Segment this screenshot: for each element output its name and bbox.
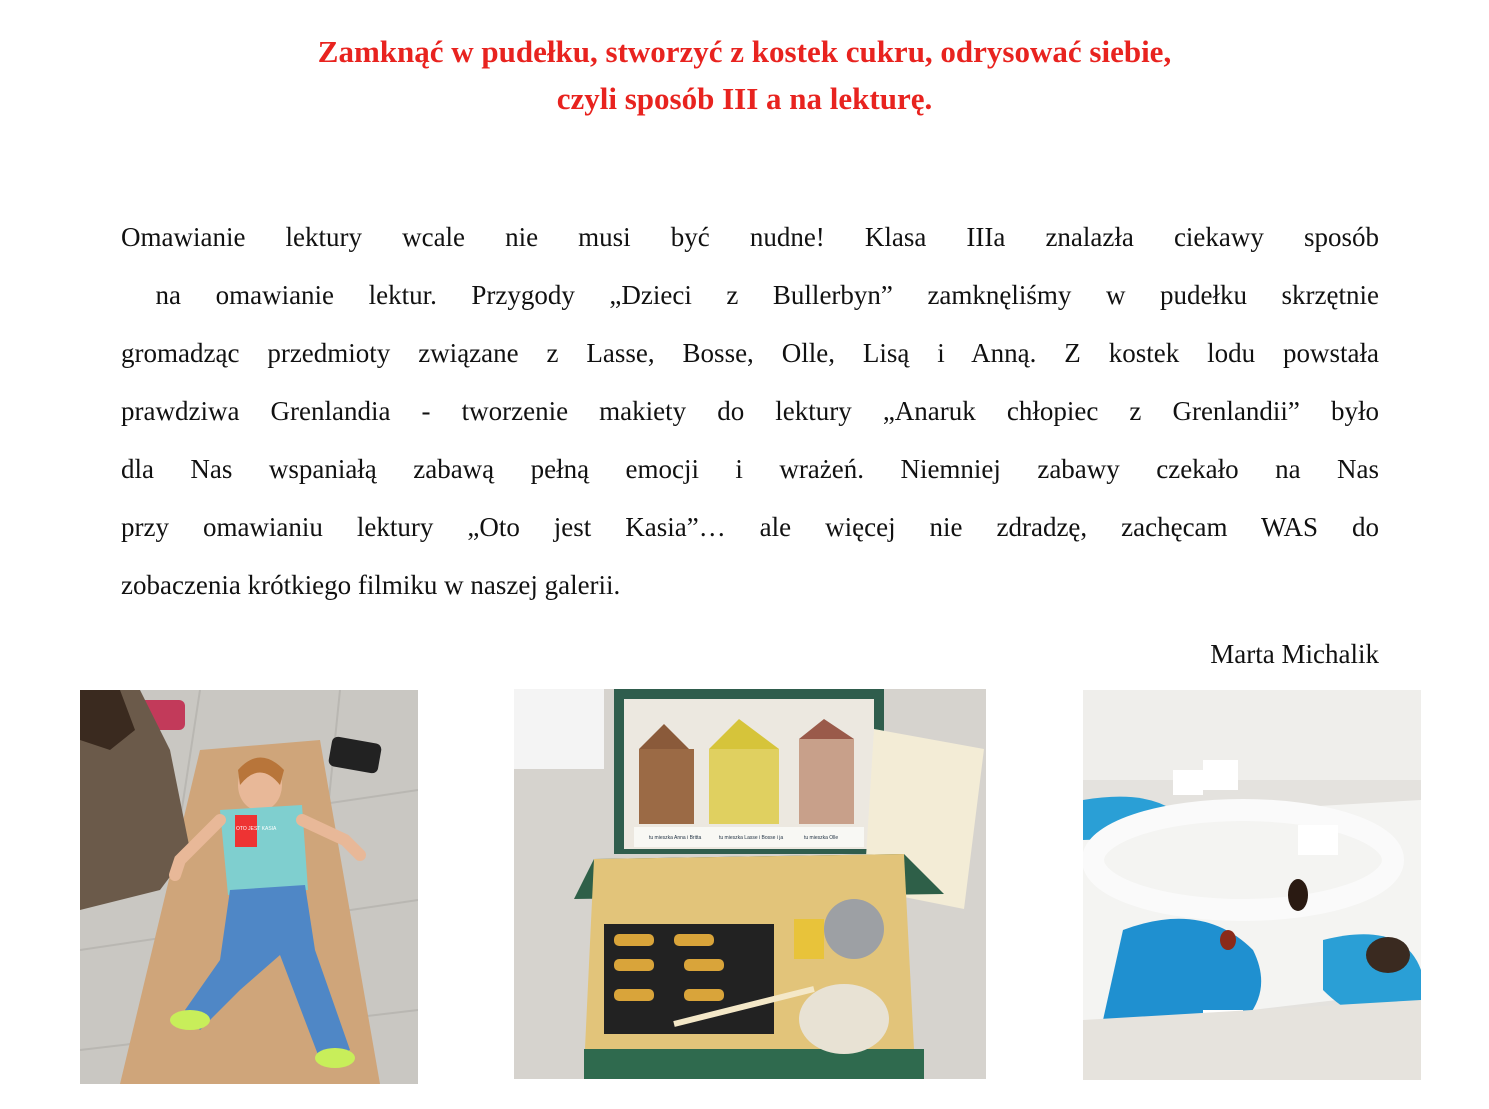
photo-greenland-model	[1083, 690, 1421, 1080]
body-line-5: dla Nas wspaniałą zabawą pełną emocji i wrażeń. Niemniej zabawy czekało na Nas	[121, 454, 1379, 484]
title-line-1: Zamknąć w pudełku, stworzyć z kostek cukru, odrysować siebie,	[317, 34, 1172, 69]
body-line-3: gromadząc przedmioty związane z Lasse, Bosse, Olle, Lisą i Anną. Z kostek lodu powstała	[121, 338, 1379, 368]
body-line-4: prawdziwa Grenlandia - tworzenie makiety do lektury „Anaruk chłopiec z Grenlandii” było	[121, 396, 1379, 426]
house-caption-3: tu mieszka Olle	[804, 835, 839, 841]
author-signature: Marta Michalik	[1210, 639, 1379, 669]
house-caption-2: tu mieszka Lasse i Bosse i ja	[719, 835, 784, 841]
body-line-2: na omawianie lektur. Przygody „Dzieci z Bullerbyn” zamknęliśmy w pudełku skrzętnie	[121, 280, 1379, 310]
page-title	[0, 28, 1489, 122]
body-line-1: Omawianie lektury wcale nie musi być nudne! Klasa IIIa znalazła ciekawy sposób	[121, 222, 1379, 252]
body-line-7: zobaczenia krótkiego filmiku w naszej galerii.	[121, 570, 621, 600]
photo-girl-outline	[80, 690, 418, 1084]
photo-story-box	[514, 689, 986, 1079]
book-cover-text: OTO JEST KASIA	[236, 826, 277, 832]
article-body	[121, 208, 1379, 614]
title-line-2: czyli sposób III a na lekturę.	[556, 81, 933, 116]
house-caption-1: tu mieszka Anna i Britta	[649, 835, 702, 841]
body-line-6: przy omawianiu lektury „Oto jest Kasia”… ale więcej nie zdradzę, zachęcam WAS do	[121, 512, 1379, 542]
